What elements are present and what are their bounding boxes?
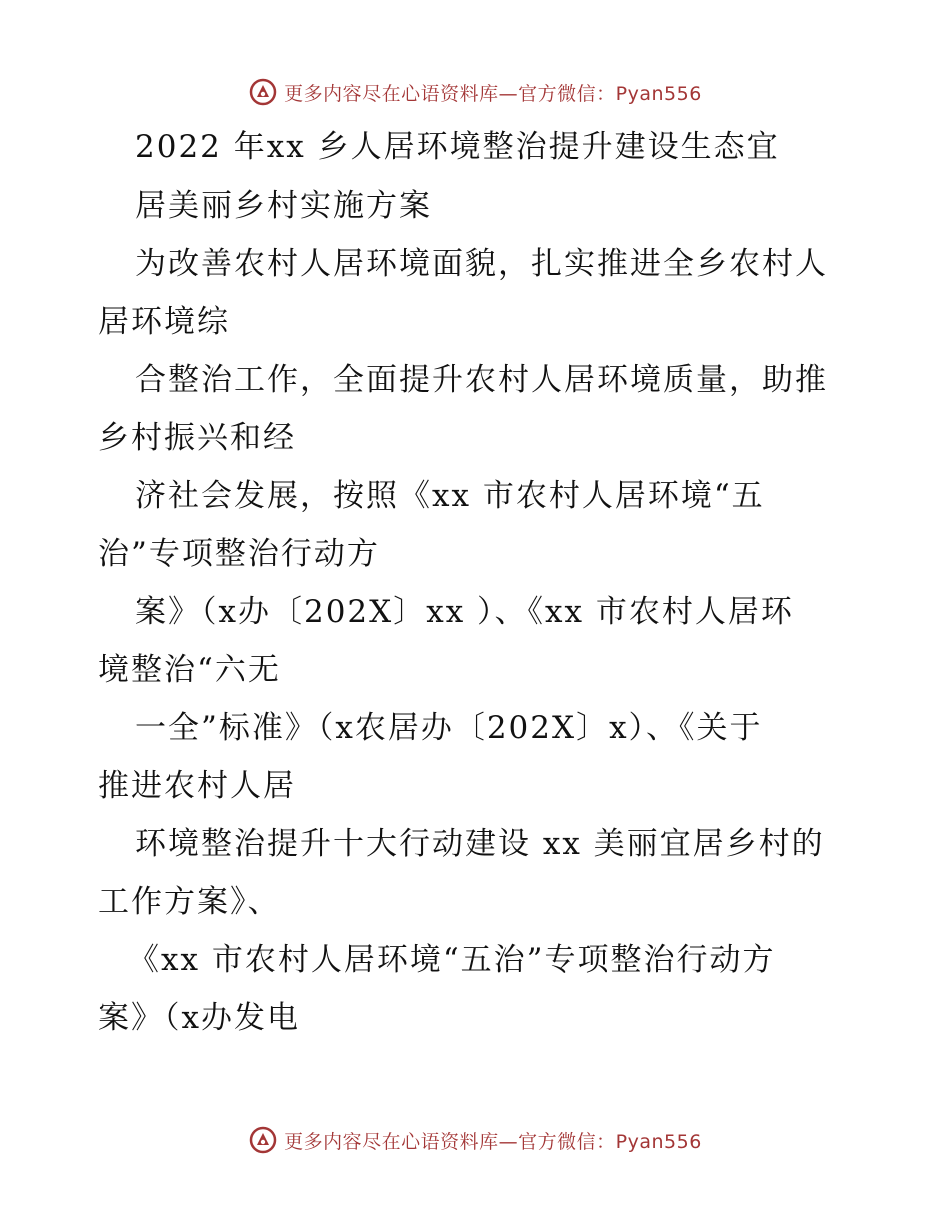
text-line: 环境整治提升十大行动建设 xx 美丽宜居乡村的 bbox=[135, 826, 825, 862]
text-line: 《xx 市农村人居环境“五治”专项整治行动方 bbox=[128, 942, 776, 978]
text-line: 境整治“六无 bbox=[98, 652, 281, 688]
text-line: 为改善农村人居环境面貌，扎实推进全乡农村人 bbox=[135, 246, 828, 282]
text-line: 乡村振兴和经 bbox=[98, 420, 296, 456]
text-line: 济社会发展，按照《xx 市农村人居环境“五 bbox=[135, 478, 765, 514]
text-line: 居环境综 bbox=[98, 304, 230, 340]
text-line: 推进农村人居 bbox=[98, 768, 296, 804]
text-line: 工作方案》、 bbox=[98, 884, 281, 920]
text-line: 合整治工作，全面提升农村人居环境质量，助推 bbox=[135, 362, 828, 398]
seal-logo-icon bbox=[248, 1125, 278, 1155]
seal-logo-icon bbox=[248, 77, 278, 107]
text-line: 案》（x办〔202X〕xx ）、《xx 市农村人居环 bbox=[135, 594, 794, 630]
watermark-text: 更多内容尽在心语资料库—官方微信：Pyan556 bbox=[284, 82, 702, 105]
text-line: 案》（x办发电 bbox=[98, 1000, 300, 1036]
header-watermark bbox=[0, 72, 950, 112]
title-line-1: 2022 年xx 乡人居环境整治提升建设生态宜 bbox=[135, 129, 780, 165]
text-line: 治”专项整治行动方 bbox=[98, 536, 380, 572]
footer-watermark bbox=[0, 1120, 950, 1160]
text-line: 一全”标准》（x农居办〔202X〕x）、《关于 bbox=[135, 710, 763, 746]
title-line-2: 居美丽乡村实施方案 bbox=[135, 188, 432, 224]
watermark-text: 更多内容尽在心语资料库—官方微信：Pyan556 bbox=[284, 1130, 702, 1153]
